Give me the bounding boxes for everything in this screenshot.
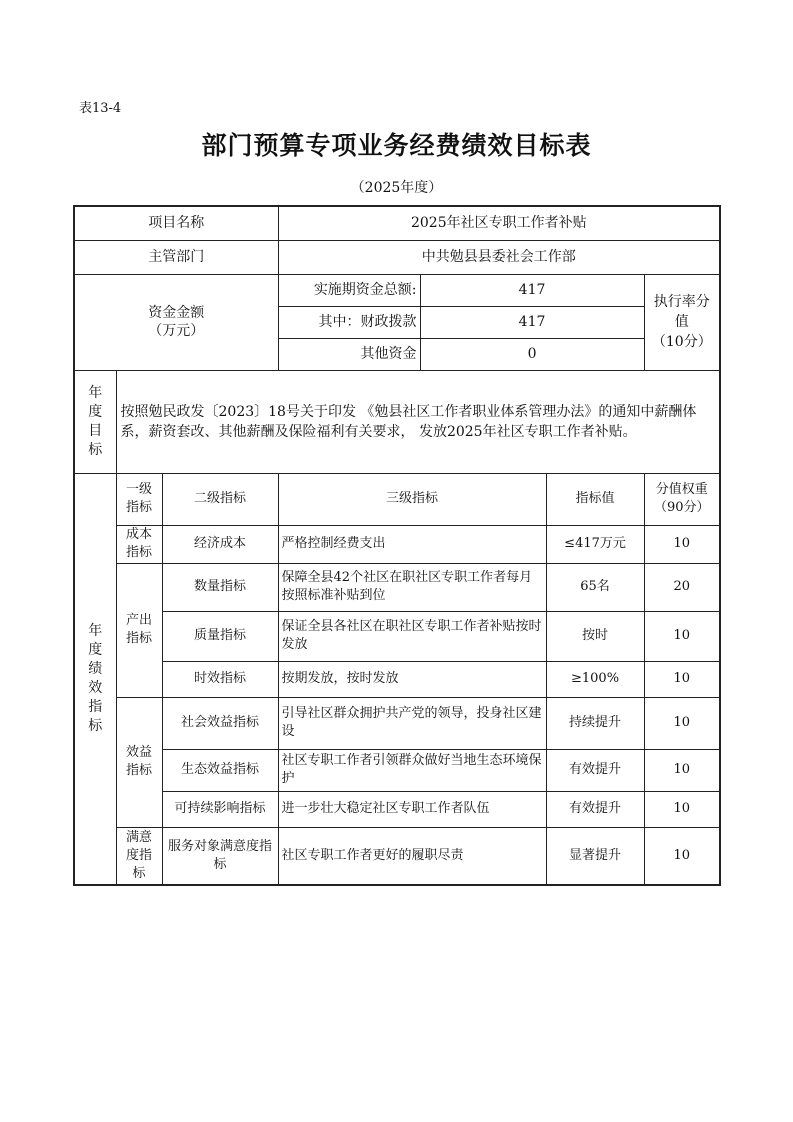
row1-score: 10 [644,525,720,563]
row2-level2: 数量指标 [162,563,278,611]
exec-rate-score: （10分） [651,334,712,350]
funds-total-label: 实施期资金总额: [278,274,420,306]
row7-score: 10 [644,791,720,827]
row3-level3: 保证全县各社区在职社区专职工作者补贴按时发放 [278,611,546,661]
row1-level2: 经济成本 [162,525,278,563]
row3-score: 10 [644,611,720,661]
row8-score: 10 [644,827,720,885]
row4-score: 10 [644,661,720,697]
form-number: 表13-4 [79,101,122,116]
group-output: 产出指标 [116,563,162,697]
row4-level2: 时效指标 [162,661,278,697]
department-label: 主管部门 [74,240,278,274]
row7-value: 有效提升 [546,791,644,827]
performance-goal-table [73,205,721,886]
funds-fiscal-value: 417 [420,306,644,338]
header-weight: 分值权重 [655,482,708,497]
row8-level2: 服务对象满意度指标 [162,827,278,885]
row8-value: 显著提升 [546,827,644,885]
row2-level3: 保障全县42个社区在职社区专职工作者每月按照标准补贴到位 [278,563,546,611]
header-weight-cell [644,473,720,525]
page-title: 部门预算专项业务经费绩效目标表 [201,131,592,160]
budget-year: （2025年度） [350,180,443,196]
annual-goal-label: 年度目标 [74,370,116,473]
exec-rate-cell [644,274,720,370]
row7-level3: 进一步壮大稳定社区专职工作者队伍 [278,791,546,827]
row6-score: 10 [644,749,720,791]
header-level2: 二级指标 [162,473,278,525]
project-name-value: 2025年社区专职工作者补贴 [278,206,720,240]
row3-value: 按时 [546,611,644,661]
row5-value: 持续提升 [546,697,644,749]
row2-score: 20 [644,563,720,611]
funds-unit: （万元） [148,323,205,339]
row6-level3: 社区专职工作者引领群众做好当地生态环境保护 [278,749,546,791]
row8-level3: 社区专职工作者更好的履职尽责 [278,827,546,885]
annual-indicators-label: 年度绩效指标 [74,473,116,885]
row1-level3: 严格控制经费支出 [278,525,546,563]
department-value: 中共勉县县委社会工作部 [278,240,720,274]
row5-score: 10 [644,697,720,749]
funds-total-value: 417 [420,274,644,306]
header-level3: 三级指标 [278,473,546,525]
group-benefit: 效益指标 [116,697,162,827]
exec-rate-label: 执行率分值 [653,294,710,330]
row4-level3: 按期发放，按时发放 [278,661,546,697]
funds-label: 资金金额 [148,305,205,321]
group-cost: 成本指标 [116,525,162,563]
row6-value: 有效提升 [546,749,644,791]
row3-level2: 质量指标 [162,611,278,661]
row6-level2: 生态效益指标 [162,749,278,791]
row4-value: ≥100% [546,661,644,697]
header-value: 指标值 [546,473,644,525]
funds-fiscal-label: 其中：财政拨款 [278,306,420,338]
annual-goal-text: 按照勉民政发〔2023〕18号关于印发 《勉县社区工作者职业体系管理办法》的通知中薪酬体系，薪资套改、其他薪酬及保险福利有关要求， 发放2025年社区专职工作者补贴。 [116,370,720,473]
header-weight-total: （90分） [654,500,710,515]
row5-level2: 社会效益指标 [162,697,278,749]
row5-level3: 引导社区群众拥护共产党的领导，投身社区建设 [278,697,546,749]
project-name-label: 项目名称 [74,206,278,240]
header-level1: 一级指标 [116,473,162,525]
row7-level2: 可持续影响指标 [162,791,278,827]
funds-label-cell [74,274,278,370]
group-satisfaction: 满意度指标 [116,827,162,885]
funds-other-value: 0 [420,338,644,370]
row2-value: 65名 [546,563,644,611]
row1-value: ≤417万元 [546,525,644,563]
funds-other-label: 其他资金 [278,338,420,370]
